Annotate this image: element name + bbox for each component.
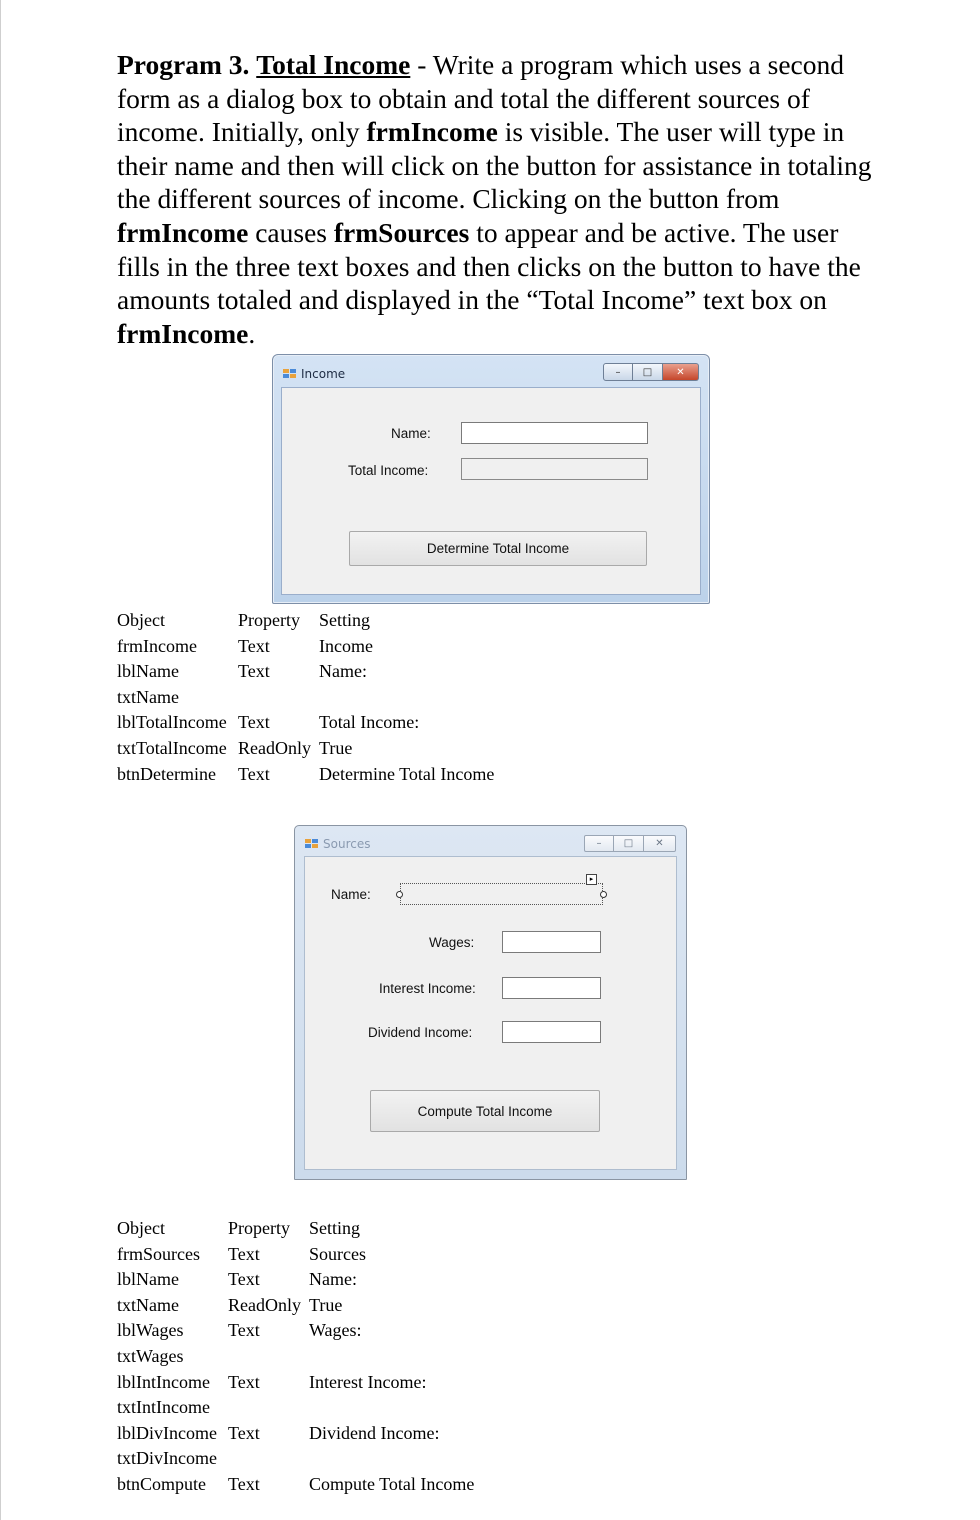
column-header: Property: [228, 1218, 290, 1238]
object-cell: lblIntIncome: [117, 1371, 210, 1392]
table-row: [117, 1244, 474, 1270]
form-name-sources: frmSources: [333, 216, 470, 248]
object-cell: lblDivIncome: [117, 1422, 217, 1443]
table-row: [117, 1372, 474, 1398]
table-row: [117, 1423, 474, 1449]
resize-handle-left[interactable]: [396, 891, 403, 898]
property-cell: Text: [238, 661, 270, 682]
form-icon: [283, 368, 297, 380]
property-cell: Text: [228, 1422, 260, 1443]
table-row: [117, 1397, 474, 1423]
property-cell: Text: [238, 712, 270, 733]
sources-properties-table: [117, 1218, 474, 1500]
page-edge-rule: [0, 0, 1, 1520]
object-cell: txtIntIncome: [117, 1397, 210, 1418]
income-form-title-text: Income: [301, 367, 346, 381]
income-properties-table: [117, 610, 494, 789]
description-part-4: to appear and be active. The user fills in the three text boxes and then clicks on the button to have the amounts totaled and displayed in the “Total Income” text box on: [117, 216, 861, 316]
setting-cell: Income: [319, 635, 373, 656]
resize-handle-right[interactable]: [600, 891, 607, 898]
column-header: Object: [117, 610, 165, 630]
table-header-row: [117, 1218, 474, 1244]
form-name-income: frmIncome: [366, 116, 498, 148]
window-controls: [603, 363, 699, 381]
property-cell: ReadOnly: [228, 1294, 301, 1315]
setting-cell: [309, 1346, 474, 1372]
sources-form-title-text: Sources: [323, 837, 371, 851]
determine-total-income-button[interactable]: Determine Total Income: [349, 531, 647, 566]
setting-cell: Compute Total Income: [309, 1473, 475, 1494]
form-name-income: frmIncome: [117, 317, 249, 349]
minimize-button[interactable]: –: [603, 363, 633, 381]
close-button[interactable]: ✕: [644, 835, 676, 852]
program-title: Total Income: [256, 49, 411, 80]
setting-cell: True: [309, 1294, 343, 1315]
description-part-1: - Write a program which uses a second form as a dialog box to obtain and total the different sources of income. Initially, only: [117, 49, 844, 148]
property-cell: [228, 1346, 309, 1372]
object-cell: txtWages: [117, 1345, 184, 1366]
property-cell: Text: [228, 1269, 260, 1290]
object-cell: frmIncome: [117, 635, 197, 656]
table-row: [117, 661, 494, 687]
name-field[interactable]: [400, 883, 603, 905]
form-icon: [305, 838, 319, 850]
property-cell: Text: [228, 1320, 260, 1341]
table-row: [117, 636, 494, 662]
object-cell: btnCompute: [117, 1473, 206, 1494]
property-cell: Text: [238, 763, 270, 784]
property-cell: Text: [228, 1371, 260, 1392]
interest-income-input[interactable]: [502, 977, 601, 999]
object-cell: lblName: [117, 1269, 179, 1290]
column-header: Property: [238, 610, 300, 630]
table-row: [117, 738, 494, 764]
object-cell: lblName: [117, 661, 179, 682]
sources-form-client-area: [304, 856, 677, 1170]
description-part-2: is visible. The user will type in their name and then will click on the button for assistance in totaling the different sources of income. Clicking on the button from: [117, 116, 872, 215]
sources-form-title: [305, 837, 370, 851]
setting-cell: Dividend Income:: [309, 1422, 440, 1443]
object-cell: lblWages: [117, 1320, 184, 1341]
total-income-field[interactable]: [461, 458, 648, 480]
name-input[interactable]: [461, 422, 648, 444]
income-form-title: [283, 367, 345, 381]
description-part-5: .: [248, 317, 256, 349]
property-cell: Text: [228, 1473, 260, 1494]
object-cell: txtName: [117, 1294, 179, 1315]
table-row: [117, 1295, 474, 1321]
table-row: [117, 1320, 474, 1346]
income-form-client-area: [281, 387, 701, 595]
property-cell: ReadOnly: [238, 737, 311, 758]
setting-cell: Name:: [319, 661, 367, 682]
name-label: Name:: [391, 426, 431, 441]
table-row: [117, 1448, 474, 1474]
description-part-3: causes: [248, 216, 334, 248]
object-cell: lblTotalIncome: [117, 712, 227, 733]
compute-total-income-button[interactable]: Compute Total Income: [370, 1090, 600, 1132]
property-cell: [228, 1397, 309, 1423]
property-cell: [228, 1448, 309, 1474]
wages-label: Wages:: [429, 935, 475, 950]
setting-cell: [309, 1397, 474, 1423]
wages-input[interactable]: [502, 931, 601, 953]
property-cell: [238, 687, 319, 713]
table-row: [117, 712, 494, 738]
column-header: Setting: [319, 610, 371, 630]
object-cell: frmSources: [117, 1243, 200, 1264]
table-row: [117, 764, 494, 790]
table-row: [117, 1346, 474, 1372]
smart-tag-arrow-icon[interactable]: ▸: [586, 874, 597, 885]
property-cell: Text: [238, 635, 270, 656]
property-cell: Text: [228, 1243, 260, 1264]
form-name-income: frmIncome: [117, 216, 249, 248]
table-row: [117, 687, 494, 713]
program-description: [117, 48, 877, 350]
dividend-income-input[interactable]: [502, 1021, 601, 1043]
name-label: Name:: [331, 887, 371, 902]
table-header-row: [117, 610, 494, 636]
setting-cell: Total Income:: [319, 712, 420, 733]
setting-cell: Wages:: [309, 1320, 362, 1341]
table-row: [117, 1269, 474, 1295]
object-cell: txtTotalIncome: [117, 737, 227, 758]
minimize-button[interactable]: –: [584, 835, 614, 852]
table-row: [117, 1474, 474, 1500]
column-header: Object: [117, 1218, 165, 1238]
income-form-window: [272, 354, 710, 604]
column-header: Setting: [309, 1218, 361, 1238]
setting-cell: Determine Total Income: [319, 763, 495, 784]
maximize-button[interactable]: □: [633, 363, 663, 381]
dividend-income-label: Dividend Income:: [368, 1025, 473, 1040]
close-button[interactable]: ✕: [663, 363, 699, 381]
setting-cell: True: [319, 737, 353, 758]
setting-cell: [309, 1448, 474, 1474]
window-controls: [584, 835, 676, 852]
setting-cell: Sources: [309, 1243, 366, 1264]
setting-cell: [319, 687, 494, 713]
object-cell: txtDivIncome: [117, 1448, 217, 1469]
interest-income-label: Interest Income:: [379, 981, 476, 996]
setting-cell: Interest Income:: [309, 1371, 427, 1392]
sources-form-window: [294, 825, 687, 1180]
program-number: Program 3.: [117, 49, 250, 80]
object-cell: btnDetermine: [117, 763, 216, 784]
setting-cell: Name:: [309, 1269, 357, 1290]
object-cell: txtName: [117, 686, 179, 707]
total-income-label: Total Income:: [348, 463, 429, 478]
maximize-button[interactable]: □: [614, 835, 644, 852]
